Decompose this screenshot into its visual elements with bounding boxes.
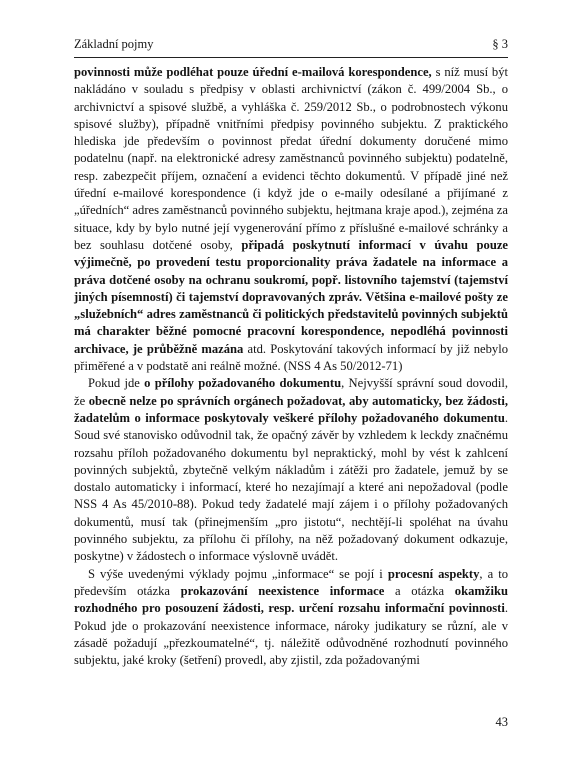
body-text: . Pokud jde o prokazování neexistence informace, nároky judikatury se různí, ale v zásadě požadují „přezkoumatelné“, tj. náležitě odůvodněné rozhodnutí povinného subjektu, jaké kroky (šetření) provedl, aby zjistil, zda požadovanými: [74, 601, 508, 668]
body-text: a otázka: [384, 583, 455, 598]
emphasized-text: povinnosti může podléhat pouze úřední e-mailová korespondence,: [74, 65, 432, 79]
emphasized-text: obecně nelze po správních orgánech požadovat, aby automaticky, bez žádosti, žadatelům o informace poskytovaly veškeré přílohy požadovaného dokumentu: [74, 393, 509, 425]
body-text: S výše uvedenými výklady pojmu „informace“ se pojí i: [88, 566, 388, 581]
body-text: . Soud své stanovisko odůvodnil tak, že opačný závěr by vzhledem k leckdy značnému rozsahu příloh požadovaného dokumentu byl nepraktický, mohl by vést k zahlcení povinných subjektů, zbytečně velkým nákladům i zátěži pro žadatele, jemuž by se dostalo automaticky i informací, které ho nezajímají a které ani nepožadoval (podle NSS 4 As 45/2010-88). Pokud tedy žadatelé mají zájem i o přílohy požadovaných dokumentů, musí tak (přinejmenším „pro jistotu“, nechtějí-li spoléhat na úvahu povinného subjektu, za přílohu či přílohy, na něž požadovaný dokument odkazuje, poskytne) v žádostech o informace výslovně uvádět.: [74, 410, 508, 564]
emphasized-text: procesní aspekty: [387, 566, 480, 581]
emphasized-text: o přílohy požadovaného dokumentu: [144, 376, 342, 391]
emphasized-text: prokazování neexistence informace: [180, 583, 385, 598]
emphasized-text: okamžiku rozhodného pro posouzení žádosti, resp. určení rozsahu informační povinnosti: [74, 583, 508, 616]
body-text: Pokud jde: [88, 376, 145, 391]
running-header: [74, 36, 508, 52]
body-text: s níž musí být nakládáno v souladu s předpisy v oblasti archivnictví (zákon č. 499/2004 Sb., o archivnictví a spisové službě, a vyhláška č. 259/2012 Sb., o podrobnostech výkonu spisové služby), případně vnitřními předpisy povinného subjektu. Z praktického hlediska jde především o povinnost předat úřední dokumenty doručené mimo podatelnu (např. na elektronické adresy zaměstnanců povinného subjektu) podatelně, resp. zabezpečit příjem, označení a evidenci těchto dokumentů. V případě jiné než úřední e-mailové korespondence (i když jde o e-maily odesílané a přijímané z „úředních“ adres zaměstnanců povinného subjektu, hejtmana kraje apod.), zejména za situace, kdy by bylo nutné její vygenerování přímo z příslušné e-mailové schránky a bez souhlasu dotčené osoby,: [74, 65, 509, 252]
header-rule: [74, 57, 508, 58]
body-paragraph: [74, 64, 508, 375]
body-text: , a to především otázka: [74, 566, 508, 598]
page-number: 43: [495, 715, 508, 729]
body-text: atd. Poskytování takových informací by již nebylo přiměřené a v podstatě ani reálně možné. (NSS 4 As 50/2012-71): [74, 341, 508, 374]
page-body: [74, 64, 508, 669]
header-chapter-title: Základní pojmy: [74, 37, 154, 51]
body-text: , Nejvyšší správní soud dovodil, že: [74, 376, 509, 408]
body-paragraph: [74, 375, 508, 565]
header-section-number: § 3: [492, 37, 508, 51]
body-paragraph: [74, 566, 508, 670]
emphasized-text: připadá poskytnutí informací v úvahu pouze výjimečně, po provedení testu proporcionality práva žadatele na informace a práva dotčené osoby na ochranu soukromí, popř. listovního tajemství (tajemství jiných písemností) či tajemství dopravovaných zpráv. Většina e-mailové pošty ze „služebních“ adres zaměstnanců či politických představitelů povinných subjektů má charakter běžné pomocné pracovní korespondence, nepodléhá povinnosti archivace, je průběžně mazána: [74, 237, 508, 356]
